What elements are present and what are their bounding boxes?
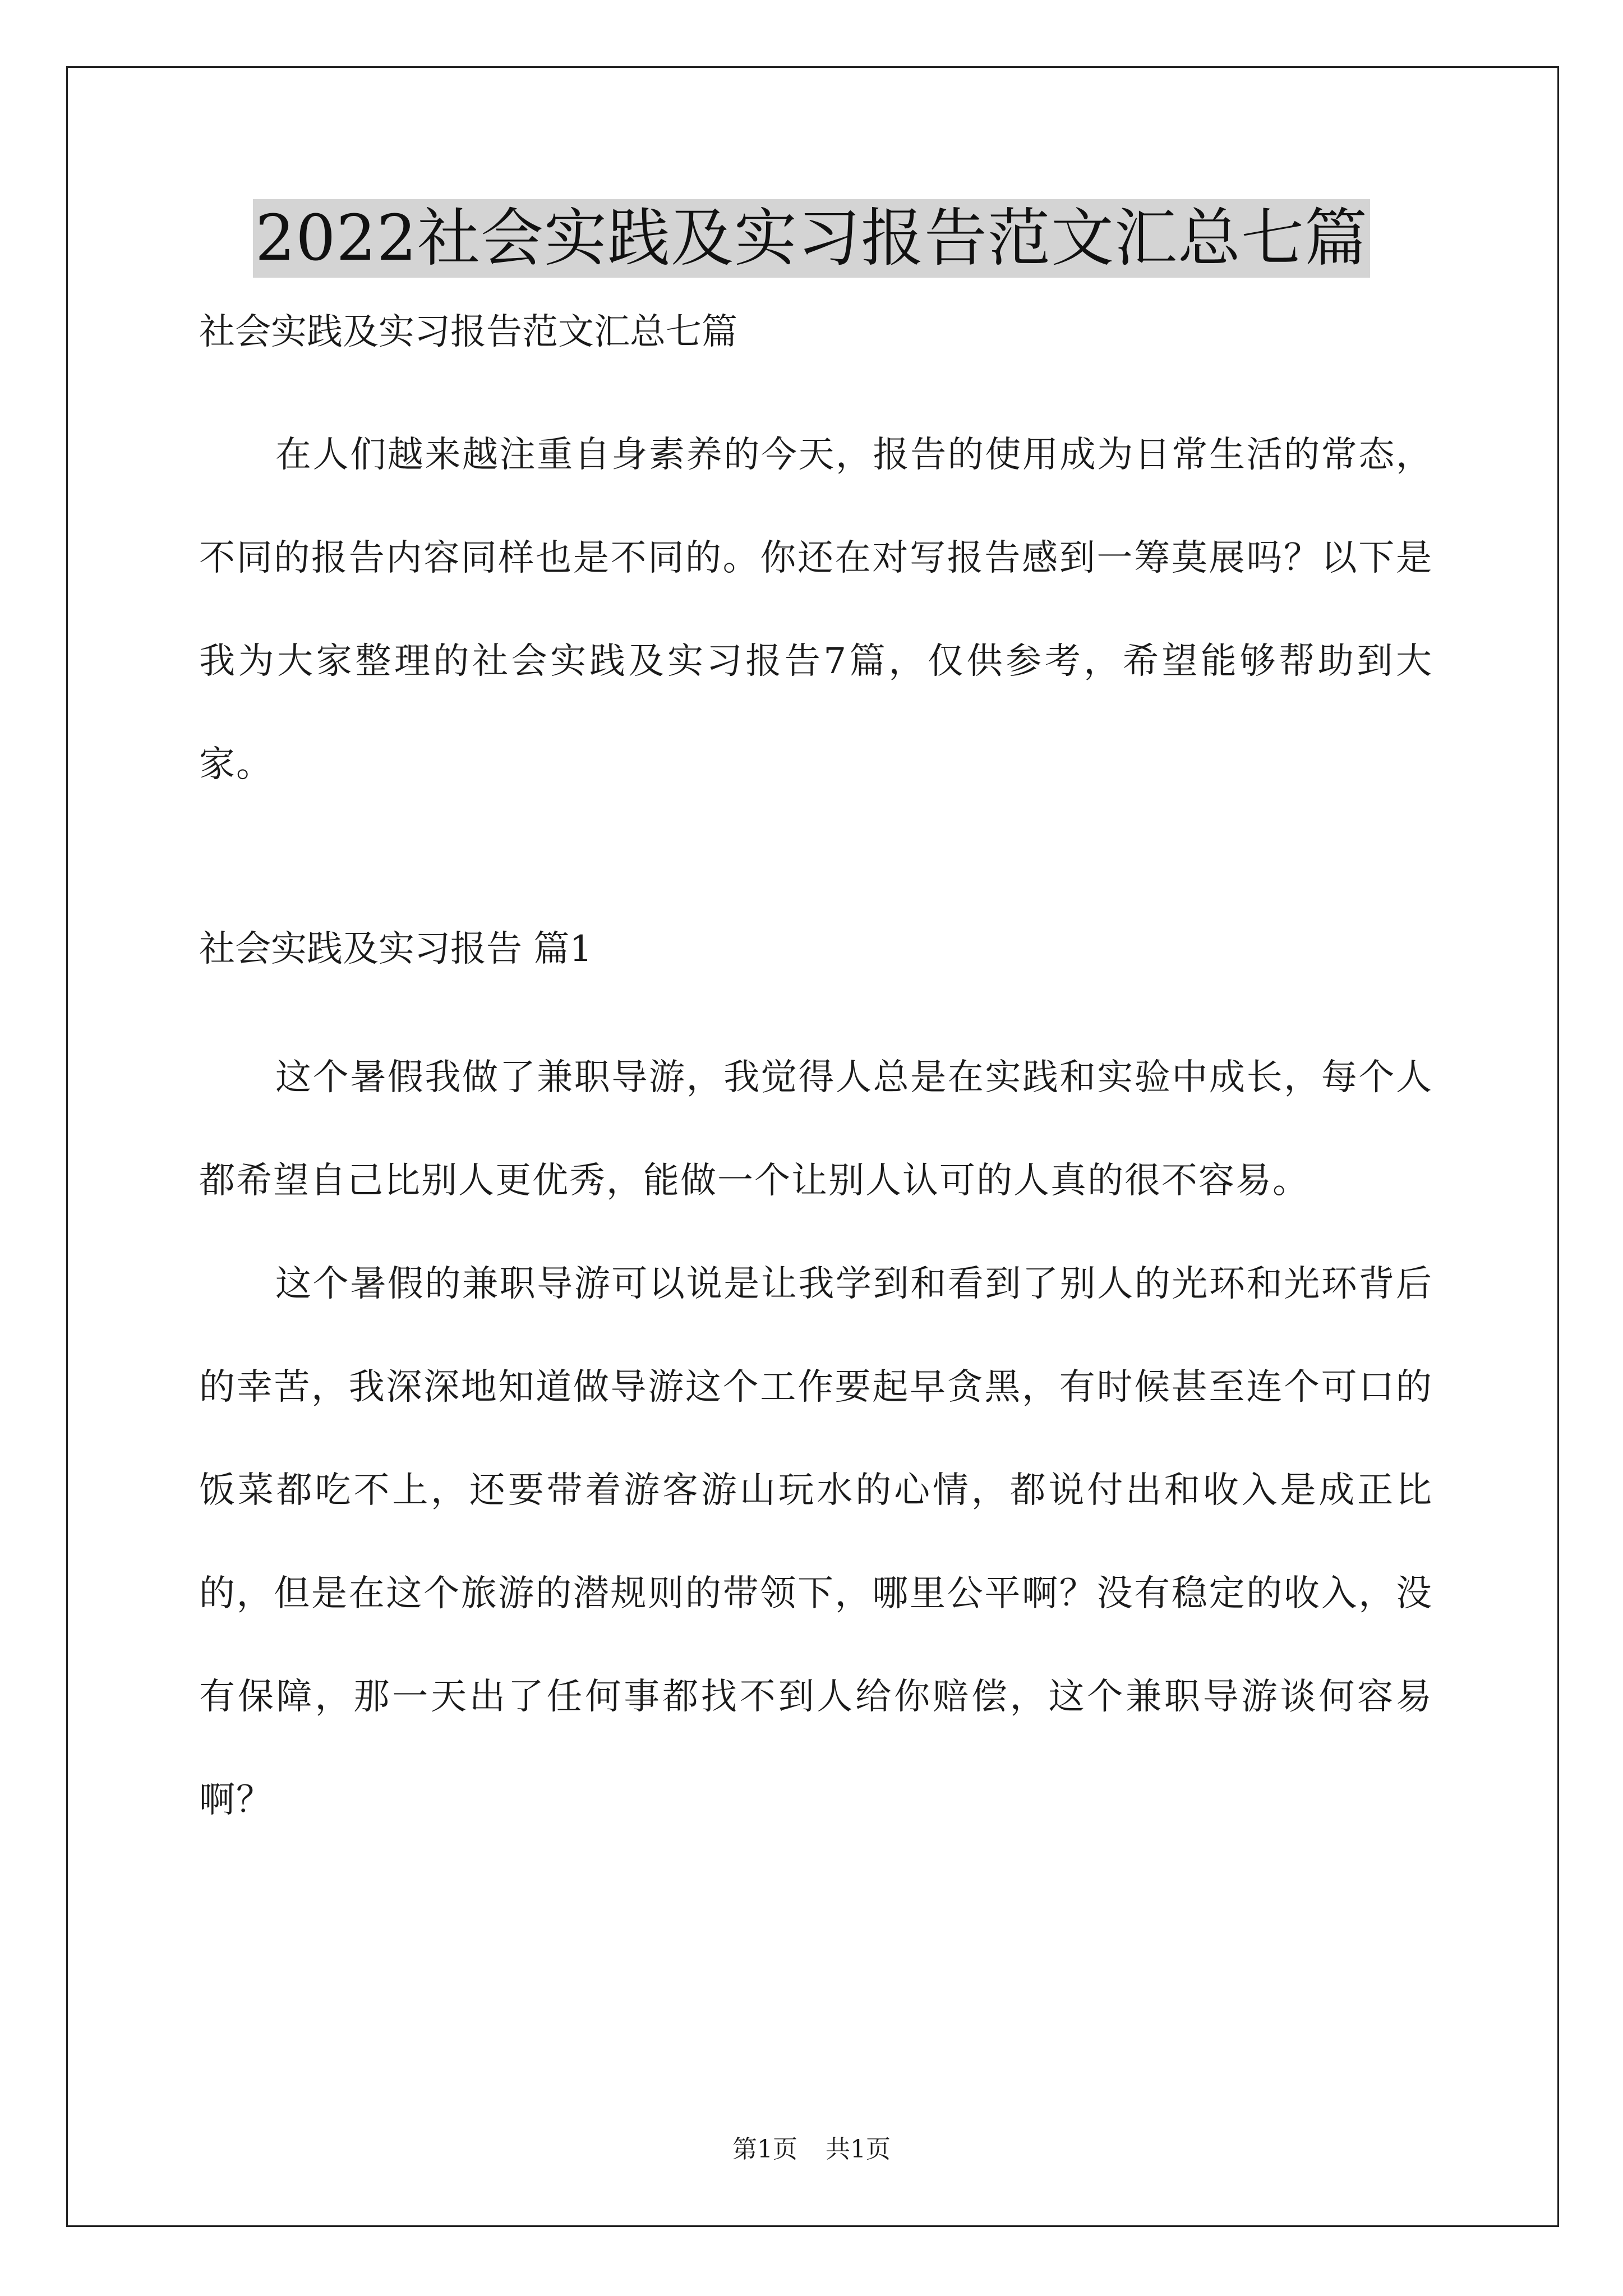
section-paragraph: 这个暑假我做了兼职导游，我觉得人总是在实践和实验中成长，每个人都希望自己比别人更优秀，能做一个让别人认可的人真的很不容易。	[199, 1057, 1433, 1202]
document-body	[199, 306, 1433, 1852]
title-container	[0, 199, 1623, 278]
section-paragraph: 这个暑假的兼职导游可以说是让我学到和看到了别人的光环和光环背后的幸苦，我深深地知道做导游这个工作要起早贪黑，有时候甚至连个可口的饭菜都吃不上，还要带着游客游山玩水的心情，都说付出和收入是成正比的，但是在这个旅游的潜规则的带领下，哪里公平啊？没有稳定的收入，没有保障，那一天出了任何事都找不到人给你赔偿，这个兼职导游谈何容易啊？	[199, 1263, 1433, 1821]
section-heading: 社会实践及实习报告 篇1	[199, 928, 593, 970]
page-footer	[0, 2129, 1623, 2165]
page-number-current: 第1页	[732, 2135, 797, 2164]
document-subtitle: 社会实践及实习报告范文汇总七篇	[199, 311, 737, 353]
page-number-total: 共1页	[826, 2135, 891, 2164]
document-title: 2022社会实践及实习报告范文汇总七篇	[253, 199, 1370, 278]
intro-paragraph: 在人们越来越注重自身素养的今天，报告的使用成为日常生活的常态，不同的报告内容同样也是不同的。你还在对写报告感到一筹莫展吗？以下是我为大家整理的社会实践及实习报告7篇，仅供参考，希望能够帮助到大家。	[199, 434, 1433, 785]
